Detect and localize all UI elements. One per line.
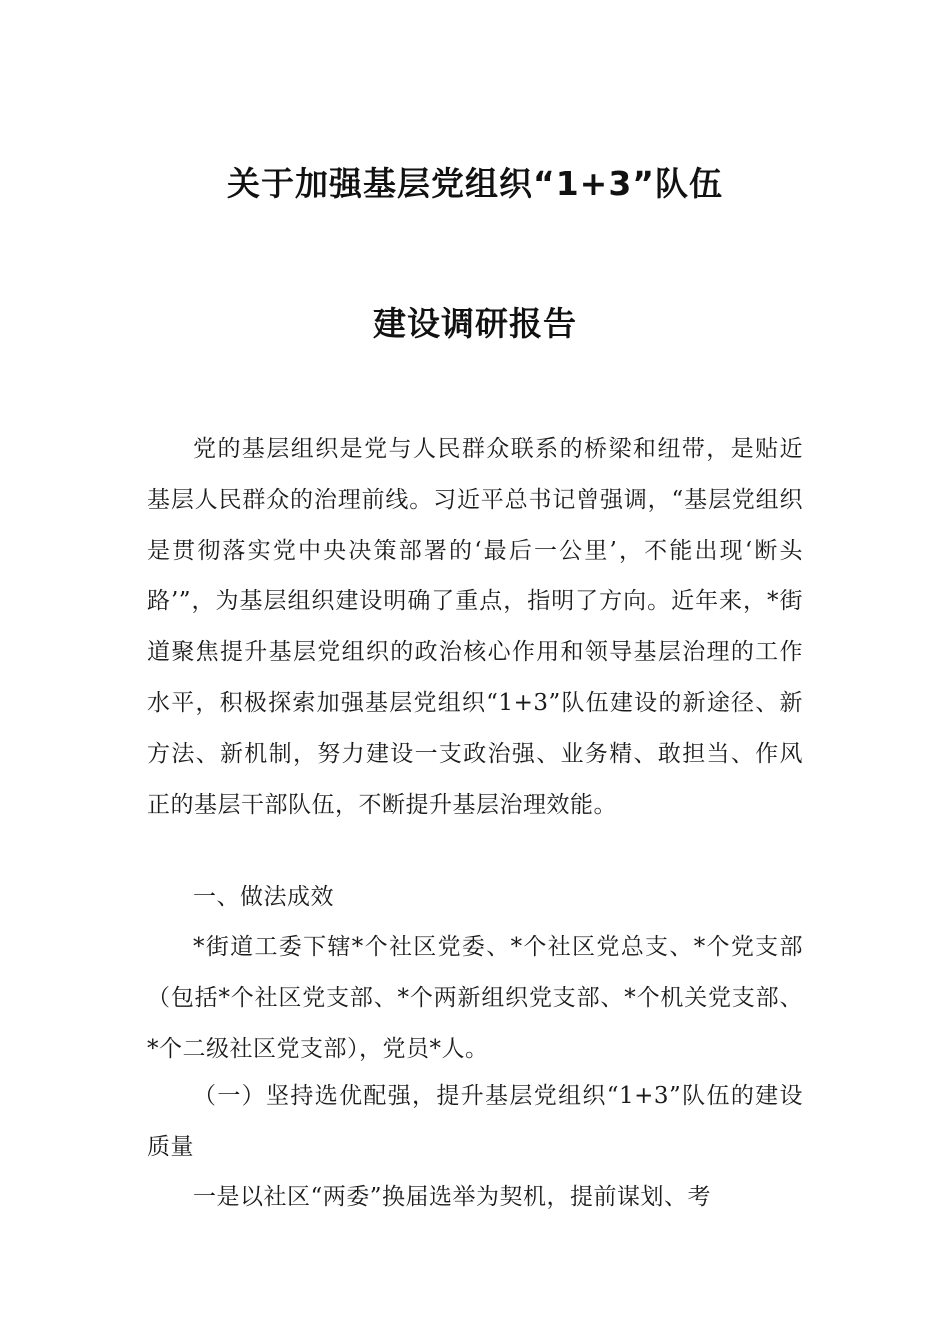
document-title-line-2: 建设调研报告 <box>373 304 577 343</box>
subsection-heading-1: （一）坚持选优配强，提升基层党组织“1+3”队伍的建设质量 <box>147 1083 803 1160</box>
section-heading-1: 一、做法成效 <box>193 884 334 910</box>
document-title-line-1: 关于加强基层党组织“1+3”队伍 <box>227 164 723 203</box>
paragraph-overview: *街道工委下辖*个社区党委、*个社区党总支、*个党支部（包括*个社区党支部、*个两新组织党支部、*个机关党支部、*个二级社区党支部），党员*人。 <box>147 934 803 1062</box>
paragraph-point-1: 一是以社区“两委”换届选举为契机，提前谋划、考 <box>193 1184 712 1210</box>
paragraph-intro: 党的基层组织是党与人民群众联系的桥梁和纽带，是贴近基层人民群众的治理前线。习近平总书记曾强调，“基层党组织是贯彻落实党中央决策部署的‘最后一公里’，不能出现‘断头路’”，为基层组织建设明确了重点，指明了方向。近年来，*街道聚焦提升基层党组织的政治核心作用和领导基层治理的工作水平，积极探索加强基层党组织“1+3”队伍建设的新途径、新方法、新机制，努力建设一支政治强、业务精、敢担当、作风正的基层干部队伍，不断提升基层治理效能。 <box>147 436 803 818</box>
